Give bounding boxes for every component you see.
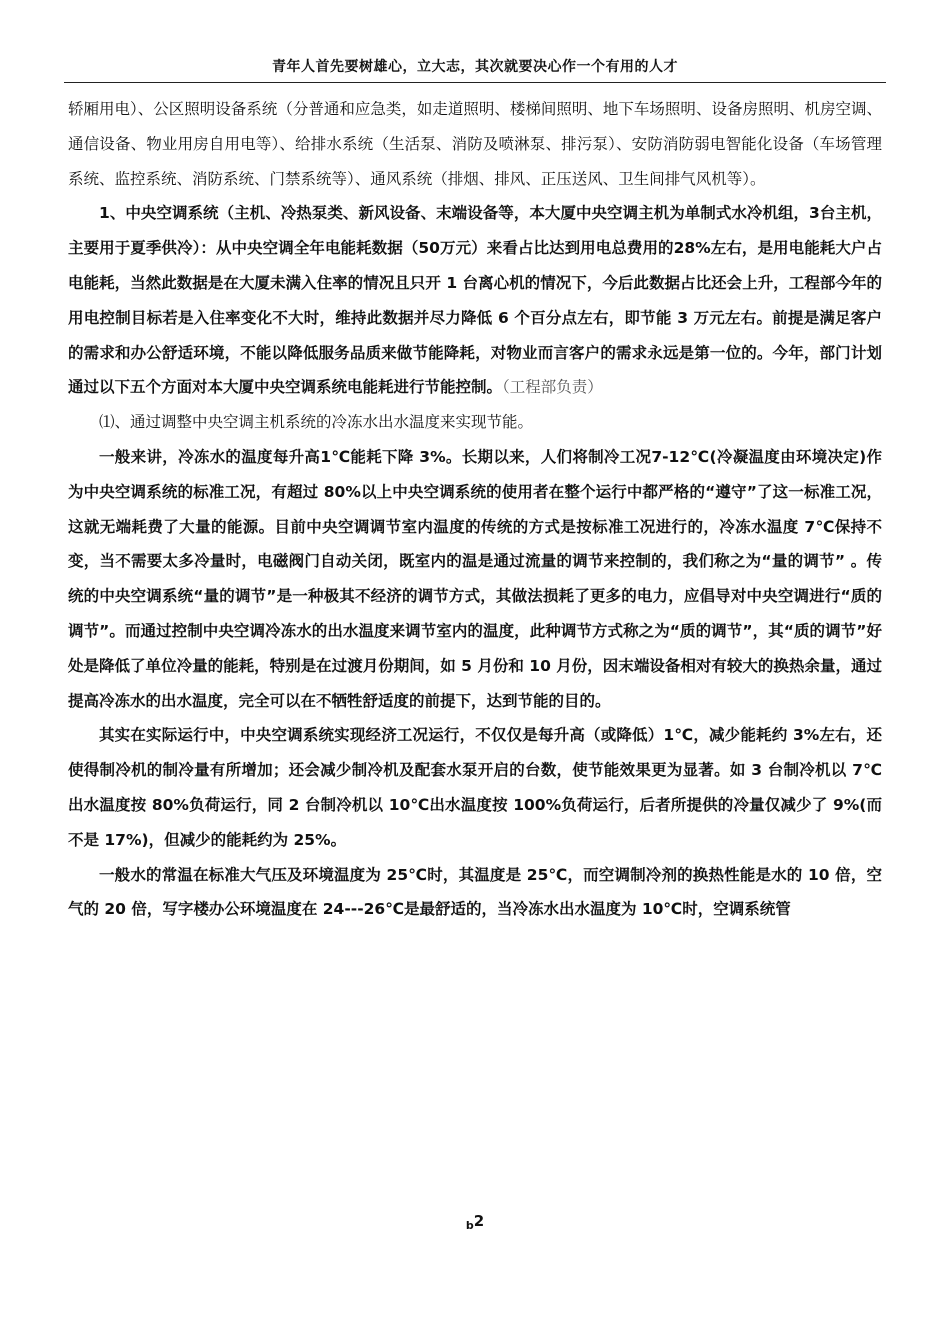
document-body	[68, 92, 882, 927]
page-header: 青年人首先要树雄心，立大志，其次就要决心作一个有用的人才	[272, 59, 678, 75]
paragraph-chilled-water: 一般来讲，冷冻水的温度每升高1℃能耗下降 3%。长期以来，人们将制冷工况7-12℃(冷凝温度由环境决定)作为中央空调系统的标准工况，有超过 80%以上中央空调系统的使用者在整个运行中都严格的“遵守”了这一标准工况，这就无端耗费了大量的能源。目前中央空调调节室内温度的传统的方式是按标准工况进行的，冷冻水温度 7℃保持不变，当不需要太多冷量时，电磁阀门自动关闭，既室内的温是通过流量的调节来控制的，我们称之为“量的调节” 。传统的中央空调系统“量的调节”是一种极其不经济的调节方式，其做法损耗了更多的电力，应倡导对中央空调进行“质的调节”。而通过控制中央空调冷冻水的出水温度来调节室内的温度，此种调节方式称之为“质的调节”，其“质的调节”好处是降低了单位冷量的能耗，特别是在过渡月份期间，如 5 月份和 10 月份，因末端设备相对有较大的换热余量，通过提高冷冻水的出水温度，完全可以在不牺牲舒适度的前提下，达到节能的目的。	[68, 447, 882, 710]
page-number-digit: 2	[473, 1212, 485, 1230]
paragraph-continued: 轿厢用电）、公区照明设备系统（分普通和应急类，如走道照明、楼梯间照明、地下车场照明、设备房照明、机房空调、通信设备、物业用房自用电等）、给排水系统（生活泵、消防及喷淋泵、排污泵）、安防消防弱电智能化设备（车场管理系统、监控系统、消防系统、门禁系统等）、通风系统（排烟、排风、正压送风、卫生间排气风机等）。	[68, 100, 882, 188]
header-divider	[64, 82, 886, 83]
paragraph-responsible-note: （工程部负责）	[502, 378, 603, 397]
paragraph-water-temperature: 一般水的常温在标准大气压及环境温度为 25℃时，其温度是 25℃，而空调制冷剂的换热性能是水的 10 倍，空气的 20 倍，写字楼办公环境温度在 24---26℃是最舒适的，当冷冻水出水温度为 10℃时，空调系统管	[68, 865, 882, 919]
section-heading-1: ⑴、通过调整中央空调主机系统的冷冻水出水温度来实现节能。	[99, 413, 534, 432]
paragraph-economic-operation: 其实在实际运行中，中央空调系统实现经济工况运行，不仅仅是每升高（或降低）1℃，减少能耗约 3%左右，还使得制冷机的制冷量有所增加；还会减少制冷机及配套水泵开启的台数，使节能效果更为显著。如 3 台制冷机以 7℃出水温度按 80%负荷运行，同 2 台制冷机以 10℃出水温度按 100%负荷运行，后者所提供的冷量仅减少了 9%(而不是 17%)，但减少的能耗约为 25%。	[68, 726, 882, 849]
page-number	[0, 1212, 950, 1232]
paragraph-hvac-system	[68, 196, 882, 405]
paragraph-hvac-text: 1、中央空调系统（主机、冷热泵类、新风设备、末端设备等，本大厦中央空调主机为单制式水冷机组，3台主机，主要用于夏季供冷）：从中央空调全年电能耗数据（50万元）来看占比达到用电总费用的28%左右，是用电能耗大户占电能耗，当然此数据是在大厦未满入住率的情况且只开 1 台离心机的情况下，今后此数据占比还会上升，工程部今年的用电控制目标若是入住率变化不大时，维持此数据并尽力降低 6 个百分点左右，即节能 3 万元左右。前提是满足客户的需求和办公舒适环境，不能以降低服务品质来做节能降耗，对物业而言客户的需求永远是第一位的。今年，部门计划通过以下五个方面对本大厦中央空调系统电能耗进行节能控制。	[68, 204, 882, 397]
page-number-letter: b	[465, 1219, 474, 1232]
